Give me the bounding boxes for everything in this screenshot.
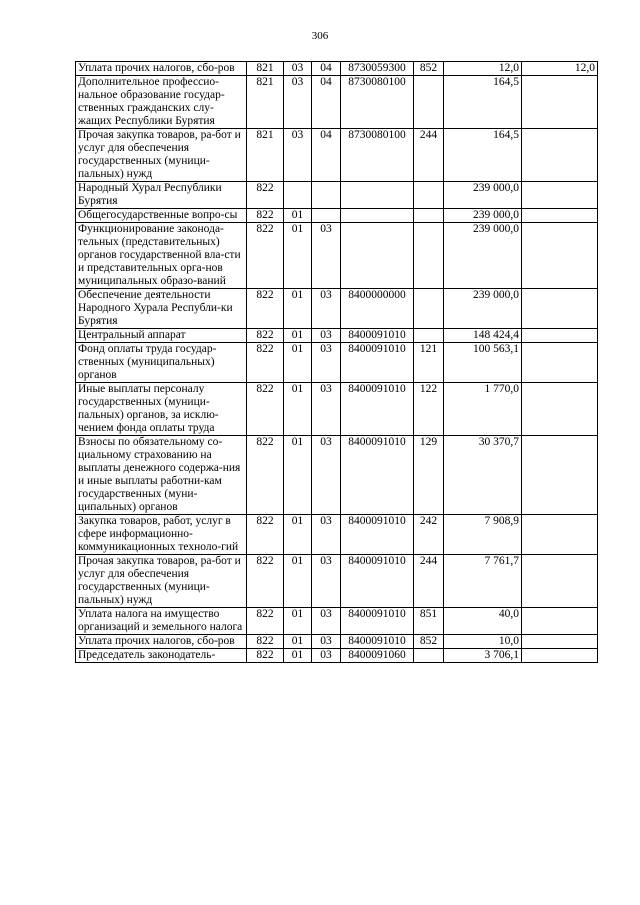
row-article-cell: 8400091010: [341, 436, 414, 515]
row-type-cell: [414, 76, 444, 129]
row-amount2-cell: [522, 209, 598, 223]
row-section-cell: 03: [284, 62, 312, 76]
page-number: 306: [311, 30, 329, 42]
row-name-cell: Закупка товаров, работ, услуг в сфере информационно-коммуникационных техноло-гий: [76, 515, 247, 555]
row-type-cell: [414, 649, 444, 663]
row-section-cell: 03: [284, 129, 312, 182]
row-article-cell: 8400091010: [341, 608, 414, 635]
row-code-cell: 822: [247, 223, 284, 289]
row-type-cell: [414, 329, 444, 343]
row-amount-cell: 7 908,9: [444, 515, 522, 555]
row-amount2-cell: [522, 608, 598, 635]
table-row: [76, 635, 598, 649]
table-row: [76, 289, 598, 329]
row-code-cell: 822: [247, 343, 284, 383]
table-row: [76, 76, 598, 129]
row-amount-cell: 164,5: [444, 129, 522, 182]
row-name-cell: Народный Хурал Республики Бурятия: [76, 182, 247, 209]
row-section-cell: 01: [284, 329, 312, 343]
table-row: [76, 608, 598, 635]
row-article-cell: 8730080100: [341, 76, 414, 129]
row-code-cell: 822: [247, 329, 284, 343]
row-amount2-cell: 12,0: [522, 62, 598, 76]
row-code-cell: 822: [247, 209, 284, 223]
row-subsection-cell: 03: [312, 635, 341, 649]
table-row: [76, 383, 598, 436]
row-code-cell: 822: [247, 649, 284, 663]
row-code-cell: 822: [247, 608, 284, 635]
table-row: [76, 223, 598, 289]
row-amount2-cell: [522, 649, 598, 663]
row-section-cell: [284, 182, 312, 209]
row-amount2-cell: [522, 129, 598, 182]
row-code-cell: 822: [247, 436, 284, 515]
row-type-cell: [414, 182, 444, 209]
row-section-cell: 01: [284, 289, 312, 329]
row-article-cell: 8400091010: [341, 555, 414, 608]
row-amount2-cell: [522, 635, 598, 649]
row-amount-cell: 164,5: [444, 76, 522, 129]
row-code-cell: 822: [247, 515, 284, 555]
row-type-cell: [414, 289, 444, 329]
row-type-cell: 244: [414, 129, 444, 182]
row-subsection-cell: [312, 182, 341, 209]
row-subsection-cell: 03: [312, 515, 341, 555]
row-type-cell: 852: [414, 62, 444, 76]
row-subsection-cell: 04: [312, 62, 341, 76]
row-type-cell: [414, 223, 444, 289]
row-subsection-cell: 03: [312, 383, 341, 436]
row-section-cell: 01: [284, 209, 312, 223]
row-amount-cell: 10,0: [444, 635, 522, 649]
row-article-cell: 8400000000: [341, 289, 414, 329]
row-article-cell: 8400091060: [341, 649, 414, 663]
row-section-cell: 03: [284, 76, 312, 129]
row-section-cell: 01: [284, 635, 312, 649]
table-row: [76, 555, 598, 608]
table-row: [76, 649, 598, 663]
row-section-cell: 01: [284, 608, 312, 635]
table-row: [76, 62, 598, 76]
row-name-cell: Центральный аппарат: [76, 329, 247, 343]
row-subsection-cell: 03: [312, 555, 341, 608]
row-subsection-cell: 03: [312, 649, 341, 663]
row-article-cell: [341, 223, 414, 289]
row-name-cell: Уплата прочих налогов, сбо-ров: [76, 62, 247, 76]
row-article-cell: [341, 182, 414, 209]
row-amount2-cell: [522, 383, 598, 436]
row-name-cell: Фонд оплаты труда государ-ственных (муниципальных) органов: [76, 343, 247, 383]
row-article-cell: [341, 209, 414, 223]
row-section-cell: 01: [284, 223, 312, 289]
row-subsection-cell: 03: [312, 329, 341, 343]
row-type-cell: 852: [414, 635, 444, 649]
row-name-cell: Функционирование законода-тельных (представительных) органов государственной вла-сти и представительных орга-нов муниципальных образо-ваний: [76, 223, 247, 289]
row-section-cell: 01: [284, 383, 312, 436]
row-code-cell: 822: [247, 383, 284, 436]
row-subsection-cell: 03: [312, 343, 341, 383]
row-section-cell: 01: [284, 343, 312, 383]
row-amount-cell: 239 000,0: [444, 223, 522, 289]
row-name-cell: Уплата прочих налогов, сбо-ров: [76, 635, 247, 649]
row-code-cell: 822: [247, 635, 284, 649]
row-name-cell: Взносы по обязательному со-циальному страхованию на выплаты денежного содержа-ния и иные выплаты работни-кам государственных (муни-ципальных) органов: [76, 436, 247, 515]
row-type-cell: 122: [414, 383, 444, 436]
row-name-cell: Прочая закупка товаров, ра-бот и услуг для обеспечения государственных (муници-пальных) нужд: [76, 129, 247, 182]
row-amount-cell: 100 563,1: [444, 343, 522, 383]
row-section-cell: 01: [284, 515, 312, 555]
row-type-cell: 244: [414, 555, 444, 608]
row-article-cell: 8400091010: [341, 383, 414, 436]
row-section-cell: 01: [284, 555, 312, 608]
row-type-cell: 121: [414, 343, 444, 383]
row-amount2-cell: [522, 76, 598, 129]
table-row: [76, 436, 598, 515]
row-amount2-cell: [522, 515, 598, 555]
row-article-cell: 8400091010: [341, 329, 414, 343]
row-subsection-cell: 04: [312, 76, 341, 129]
row-article-cell: 8730080100: [341, 129, 414, 182]
row-name-cell: Уплата налога на имущество организаций и земельного налога: [76, 608, 247, 635]
row-article-cell: 8400091010: [341, 515, 414, 555]
row-name-cell: Прочая закупка товаров, ра-бот и услуг для обеспечения государственных (муници-пальных) нужд: [76, 555, 247, 608]
row-type-cell: 242: [414, 515, 444, 555]
table-row: [76, 343, 598, 383]
row-amount-cell: 3 706,1: [444, 649, 522, 663]
row-article-cell: 8400091010: [341, 635, 414, 649]
table-row: [76, 182, 598, 209]
row-code-cell: 821: [247, 76, 284, 129]
table-row: [76, 209, 598, 223]
row-amount2-cell: [522, 329, 598, 343]
row-amount-cell: 40,0: [444, 608, 522, 635]
row-subsection-cell: 03: [312, 289, 341, 329]
row-amount-cell: 239 000,0: [444, 182, 522, 209]
row-amount-cell: 30 370,7: [444, 436, 522, 515]
row-name-cell: Иные выплаты персоналу государственных (муници-пальных) органов, за исклю-чением фонда оплаты труда: [76, 383, 247, 436]
row-name-cell: Общегосударственные вопро-сы: [76, 209, 247, 223]
row-subsection-cell: 03: [312, 436, 341, 515]
budget-table: [75, 61, 598, 663]
row-amount-cell: 1 770,0: [444, 383, 522, 436]
row-type-cell: 129: [414, 436, 444, 515]
row-name-cell: Обеспечение деятельности Народного Хурала Республи-ки Бурятия: [76, 289, 247, 329]
table-row: [76, 329, 598, 343]
row-code-cell: 821: [247, 129, 284, 182]
row-subsection-cell: 03: [312, 608, 341, 635]
row-article-cell: 8400091010: [341, 343, 414, 383]
table-row: [76, 129, 598, 182]
row-code-cell: 822: [247, 182, 284, 209]
row-section-cell: 01: [284, 436, 312, 515]
row-amount-cell: 148 424,4: [444, 329, 522, 343]
row-subsection-cell: 03: [312, 223, 341, 289]
row-subsection-cell: 04: [312, 129, 341, 182]
row-amount-cell: 7 761,7: [444, 555, 522, 608]
row-code-cell: 822: [247, 555, 284, 608]
row-amount2-cell: [522, 289, 598, 329]
row-code-cell: 822: [247, 289, 284, 329]
row-article-cell: 8730059300: [341, 62, 414, 76]
row-name-cell: Председатель законодатель-: [76, 649, 247, 663]
row-section-cell: 01: [284, 649, 312, 663]
row-amount2-cell: [522, 436, 598, 515]
row-amount-cell: 12,0: [444, 62, 522, 76]
row-type-cell: 851: [414, 608, 444, 635]
row-type-cell: [414, 209, 444, 223]
row-amount2-cell: [522, 182, 598, 209]
row-amount2-cell: [522, 223, 598, 289]
row-amount-cell: 239 000,0: [444, 289, 522, 329]
row-subsection-cell: [312, 209, 341, 223]
row-amount-cell: 239 000,0: [444, 209, 522, 223]
row-amount2-cell: [522, 343, 598, 383]
row-code-cell: 821: [247, 62, 284, 76]
row-name-cell: Дополнительное профессио-нальное образование государ-ственных гражданских слу-жащих Республики Бурятия: [76, 76, 247, 129]
table-row: [76, 515, 598, 555]
row-amount2-cell: [522, 555, 598, 608]
